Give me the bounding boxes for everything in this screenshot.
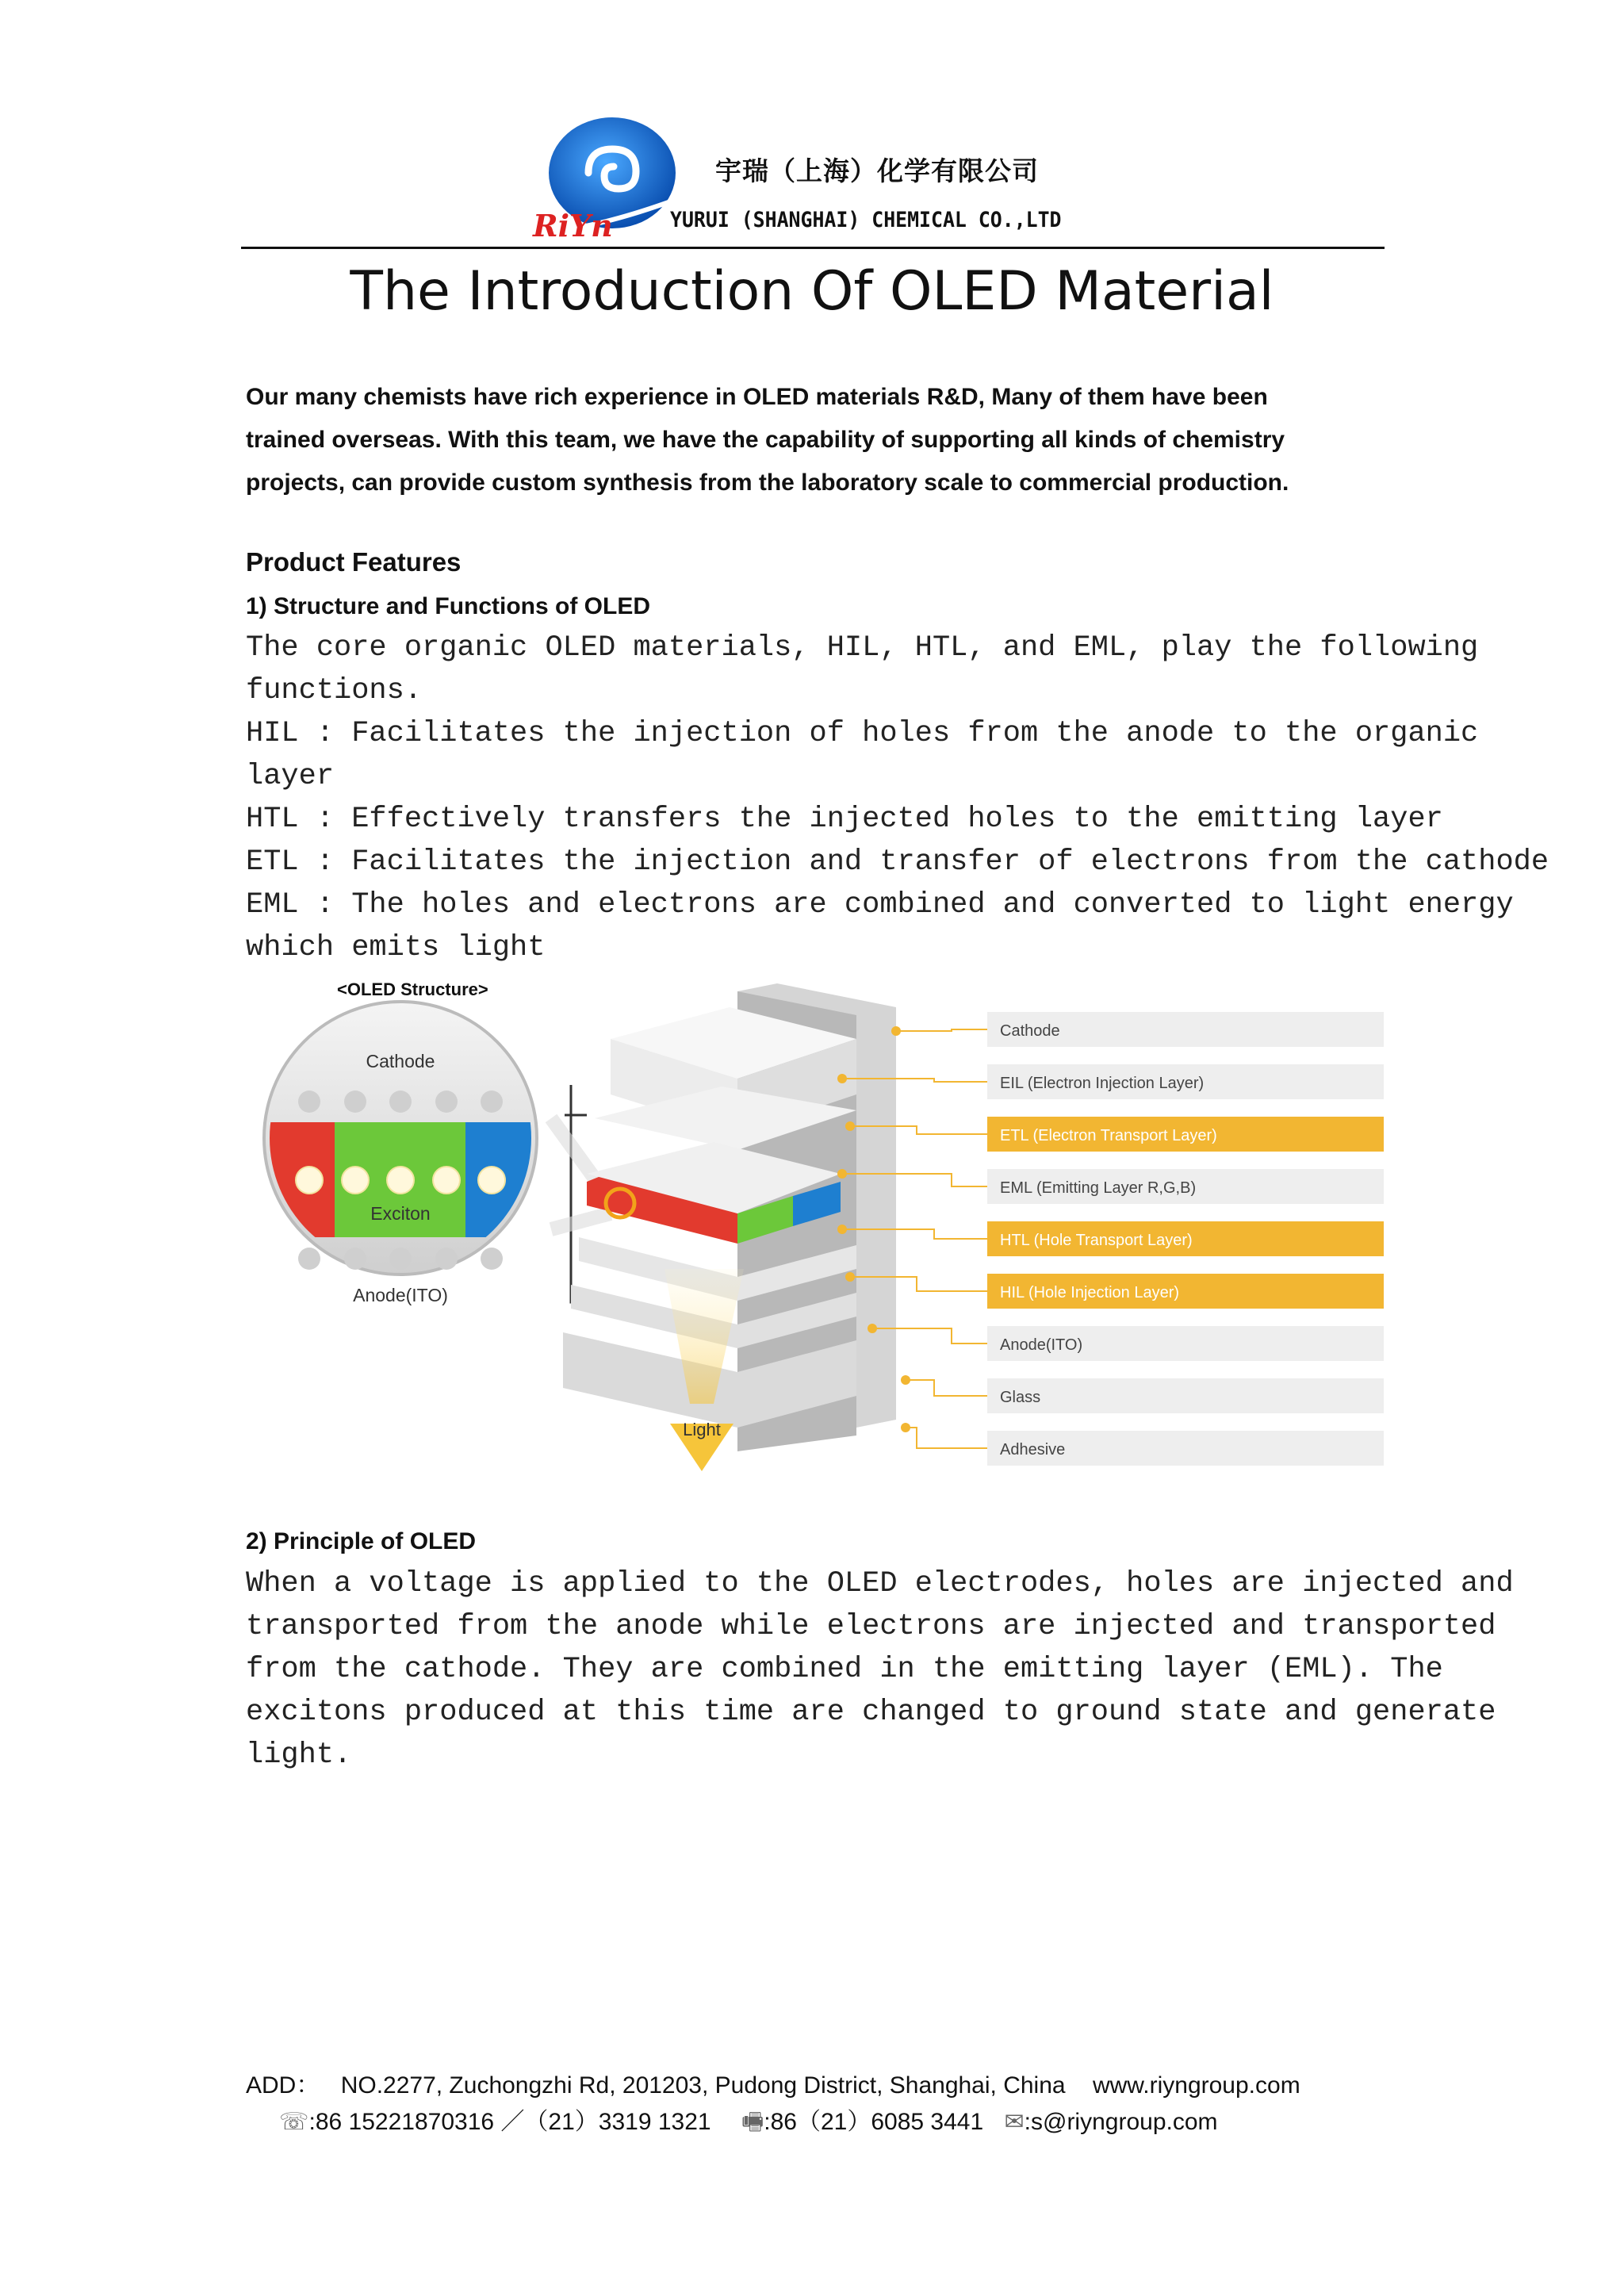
logo-text: RiYn [533,208,613,243]
leader-dot [837,1169,847,1179]
fax-text: :86（21）6085 3441 [764,2109,984,2135]
company-name-en: YURUI (SHANGHAI) CHEMICAL CO.,LTD [670,208,1062,232]
layer-label: Cathode [1000,1022,1060,1040]
body-line: light. [246,1738,352,1772]
layer-label: Adhesive [1000,1441,1066,1458]
website-link[interactable]: www.riyngroup.com [1092,2072,1300,2099]
body-line: When a voltage is applied to the OLED electrodes, holes are injected and [246,1567,1514,1600]
section2-heading: 2) Principle of OLED [246,1528,477,1554]
company-name-cn: 宇瑞（上海）化学有限公司 [715,155,1039,186]
address-label: ADD： [246,2072,320,2099]
leader-line [896,1029,987,1031]
footer-address-line [246,2065,1300,2100]
fax-icon: 🖷 [741,2108,764,2136]
layer-labels [987,1012,1384,1466]
body-line: HTL : Effectively transfers the injected holes to the emitting layer [246,803,1443,836]
page-title: The Introduction Of OLED Material [350,260,1274,323]
zoom-circle [254,1002,561,1305]
phone-icon: ☏ [279,2108,309,2136]
body-line: ETL : Facilitates the injection and transfer of electrons from the cathode [246,845,1549,879]
email-link[interactable]: :s@riyngroup.com [1024,2109,1218,2135]
email-icon: ✉ [1004,2108,1025,2136]
intro-paragraph [246,376,1396,504]
layer-label: EIL (Electron Injection Layer) [1000,1075,1205,1092]
leader-dot [901,1423,910,1432]
layer-label-box [987,1378,1384,1413]
layer-label: EML (Emitting Layer R,G,B) [1000,1179,1197,1197]
footer-contact-line [279,2102,1218,2145]
section1-heading: 1) Structure and Functions of OLED [246,593,651,619]
intro-line: Our many chemists have rich experience in OLED materials R&D, Many of them have been [246,384,1268,410]
anode-label: Anode(ITO) [353,1285,448,1305]
features-heading: Product Features [246,547,462,577]
body-line: EML : The holes and electrons are combined and converted to light energy [246,888,1514,922]
leader-dot [845,1121,855,1131]
exciton-label: Exciton [370,1203,431,1224]
leader-line [906,1380,987,1396]
section2-body [246,1562,1514,1777]
leader-dot [845,1272,855,1282]
body-line: which emits light [246,931,546,964]
body-line: transported from the anode while electrons are injected and transported [246,1610,1496,1643]
cathode-label: Cathode [366,1051,435,1071]
intro-line: projects, can provide custom synthesis from the laboratory scale to commercial production. [246,470,1289,496]
light-label: Light [683,1420,721,1439]
body-line: HIL : Facilitates the injection of holes from the anode to the organic [246,717,1479,750]
layer-label: ETL (Electron Transport Layer) [1000,1127,1217,1144]
layer-label: HTL (Hole Transport Layer) [1000,1232,1193,1249]
diagram-title: <OLED Structure> [337,979,488,999]
body-line: The core organic OLED materials, HIL, HTL, and EML, play the following [246,631,1479,665]
body-line: layer [246,760,335,793]
header-divider [241,247,1385,249]
phone-text: :86 15221870316 ／（21）3319 1321 [308,2109,711,2135]
leader-line [906,1428,987,1448]
layer-label: Glass [1000,1389,1041,1406]
leader-dot [837,1225,847,1234]
intro-line: trained overseas. With this team, we have the capability of supporting all kinds of chemistry [246,427,1285,453]
circuit-bracket [565,1085,587,1302]
layer-label: HIL (Hole Injection Layer) [1000,1284,1180,1301]
leader-dot [868,1324,877,1333]
layer-label: Anode(ITO) [1000,1336,1083,1354]
body-line: excitons produced at this time are changed to ground state and generate [246,1696,1496,1729]
address-text: NO.2277, Zuchongzhi Rd, 201203, Pudong District, Shanghai, China [340,2072,1066,2099]
body-line: from the cathode. They are combined in the emitting layer (EML). The [246,1653,1443,1686]
leader-dot [891,1026,901,1036]
leader-dot [901,1375,910,1385]
company-logo [525,117,684,244]
body-line: functions. [246,674,423,707]
oled-structure-diagram [238,976,1388,1515]
section1-body [246,627,1549,969]
leader-dot [837,1074,847,1083]
